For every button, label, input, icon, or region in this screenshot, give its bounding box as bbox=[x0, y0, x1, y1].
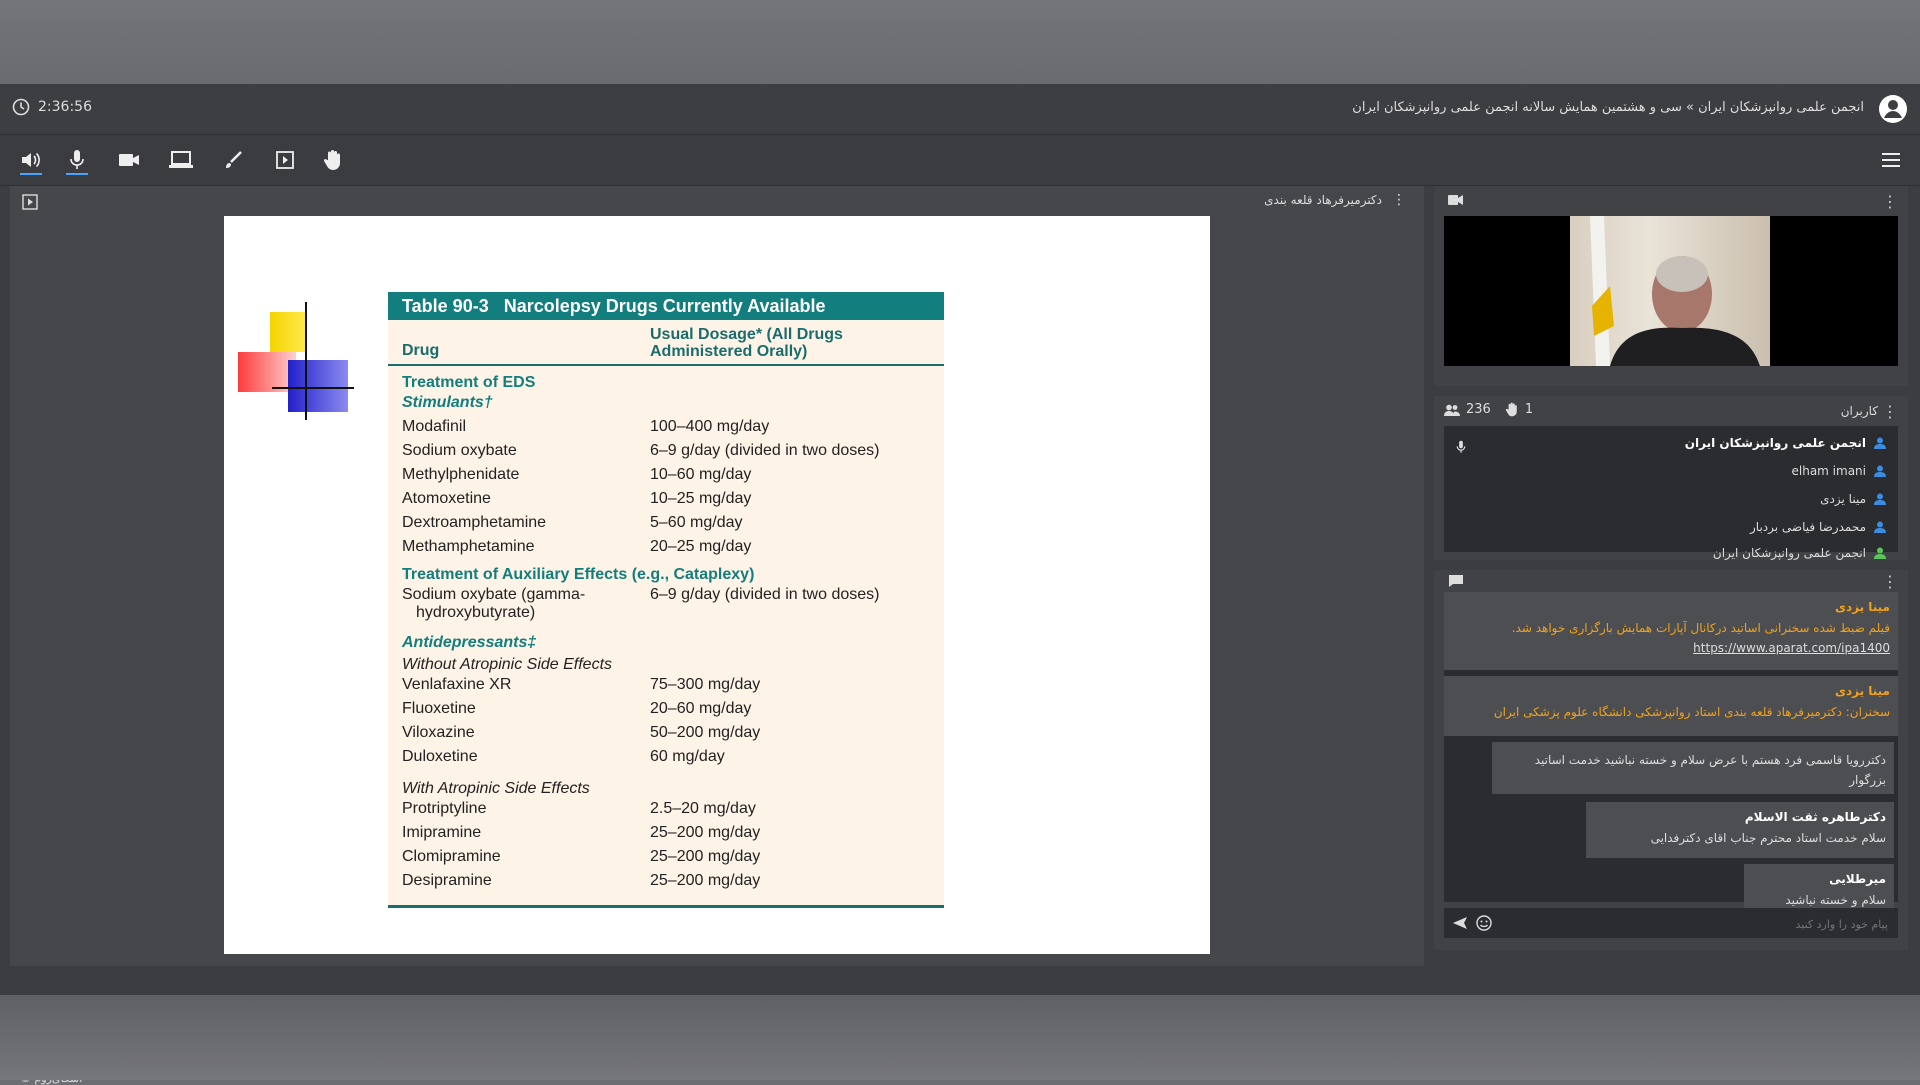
section-heading: Treatment of Auxiliary Effects (e.g., Cataplexy) bbox=[402, 566, 755, 583]
camera-icon bbox=[118, 152, 140, 168]
raise-hand-button[interactable] bbox=[318, 145, 348, 175]
user-name: محمدرضا فیاضی بردبار bbox=[1750, 520, 1866, 534]
presentation-icon bbox=[275, 150, 295, 170]
chat-text: سخنران: دکترمیرفرهاد قلعه بندی استاد روانپزشکی دانشگاه علوم پزشکی ایران bbox=[1493, 705, 1890, 719]
user-name: elham imani bbox=[1791, 464, 1866, 478]
table-row-dose: 75–300 mg/day bbox=[650, 676, 761, 693]
users-panel bbox=[1434, 396, 1908, 560]
chat-text-body: فیلم ضبط شده سخنرانی اساتید درکانال آپارات همایش بارگزاری خواهد شد. bbox=[1511, 621, 1890, 635]
toolbar bbox=[0, 135, 1920, 186]
chat-message bbox=[1444, 676, 1898, 736]
kebab-menu-icon[interactable]: ⋮ bbox=[1882, 572, 1898, 591]
speaker-icon bbox=[20, 150, 42, 170]
emoji-icon[interactable] bbox=[1476, 915, 1492, 931]
chat-link[interactable]: https://www.aparat.com/ipa1400 bbox=[1693, 641, 1890, 655]
section-heading: Treatment of EDS bbox=[402, 374, 536, 391]
hamburger-icon[interactable] bbox=[1880, 149, 1902, 171]
table-row-drug: Methamphetamine bbox=[402, 538, 535, 555]
chat-author: مینا یزدی bbox=[1834, 684, 1890, 698]
session-timer bbox=[12, 98, 92, 116]
clock-icon bbox=[12, 98, 30, 116]
chat-icon bbox=[1448, 574, 1464, 588]
table-row-dose: 25–200 mg/day bbox=[650, 824, 761, 841]
brush-button[interactable] bbox=[218, 145, 248, 175]
table-row-drug: Atomoxetine bbox=[402, 490, 491, 507]
list-item[interactable] bbox=[1750, 520, 1886, 534]
stage-header bbox=[1264, 192, 1406, 208]
presentation-stage bbox=[10, 186, 1424, 966]
raise-hand-icon bbox=[323, 149, 343, 171]
decorative-logo bbox=[236, 302, 356, 422]
table-row-drug: Venlafaxine XR bbox=[402, 676, 512, 693]
bottom-letterbox bbox=[0, 995, 1920, 1080]
subsection-heading: Without Atropinic Side Effects bbox=[402, 656, 613, 673]
header-bar bbox=[0, 84, 1920, 135]
chat-message bbox=[1444, 592, 1898, 670]
chat-messages bbox=[1444, 592, 1898, 907]
chat-message bbox=[1586, 802, 1894, 858]
user-icon bbox=[1874, 437, 1886, 449]
top-letterbox bbox=[0, 0, 1920, 84]
send-icon[interactable] bbox=[1452, 916, 1468, 930]
table-row-dose: 25–200 mg/day bbox=[650, 872, 761, 889]
timer-text: 2:36:56 bbox=[38, 99, 92, 115]
table-row-dose: 5–60 mg/day bbox=[650, 514, 743, 531]
presenter-video-feed bbox=[1570, 216, 1770, 366]
brush-icon bbox=[223, 150, 243, 170]
microphone-icon bbox=[1456, 440, 1466, 454]
slide bbox=[224, 216, 1210, 954]
subsection-heading: Antidepressants‡ bbox=[402, 634, 537, 651]
table-row-drug: Dextroamphetamine bbox=[402, 514, 547, 531]
table-row-drug-cont: hydroxybutyrate) bbox=[416, 604, 536, 621]
list-item[interactable] bbox=[1792, 464, 1887, 478]
user-icon bbox=[1874, 493, 1886, 505]
chat-input[interactable] bbox=[1506, 914, 1890, 934]
table-row-dose: 20–25 mg/day bbox=[650, 538, 752, 555]
chat-author: مینا یزدی bbox=[1834, 600, 1890, 614]
chat-message bbox=[1492, 742, 1894, 794]
col-header-dose: Usual Dosage* (All Drugs Administered Orally) bbox=[650, 326, 843, 360]
microphone-icon bbox=[69, 149, 85, 171]
table-header bbox=[388, 320, 944, 366]
subsection-heading: With Atropinic Side Effects bbox=[402, 780, 590, 797]
chat-text: سلام خدمت استاد محترم جناب اقای دکترفدایی bbox=[1650, 831, 1886, 845]
user-avatar-icon[interactable] bbox=[1878, 94, 1908, 124]
users-stats bbox=[1444, 402, 1533, 417]
table-row-dose: 25–200 mg/day bbox=[650, 848, 761, 865]
room-breadcrumb: انجمن علمی روانپزشکان ایران » سی و هشتمین همایش سالانه انجمن علمی روانپزشکان ایران bbox=[1352, 100, 1864, 115]
microphone-button[interactable] bbox=[62, 145, 92, 175]
narcolepsy-drug-table bbox=[388, 292, 944, 908]
subsection-heading: Stimulants† bbox=[402, 394, 493, 411]
table-bottom-rule bbox=[388, 905, 944, 908]
table-row-drug: Sodium oxybate bbox=[402, 442, 517, 459]
table-row-drug: Sodium oxybate (gamma- bbox=[402, 586, 586, 603]
table-row-drug: Clomipramine bbox=[402, 848, 501, 865]
presenter-silhouette bbox=[1570, 216, 1770, 366]
presenter-video bbox=[1444, 216, 1898, 366]
table-row-dose: 2.5–20 mg/day bbox=[650, 800, 756, 817]
screen-share-icon bbox=[169, 151, 193, 169]
table-row-dose: 60 mg/day bbox=[650, 748, 725, 765]
expand-icon[interactable] bbox=[22, 194, 38, 210]
table-row-drug: Imipramine bbox=[402, 824, 482, 841]
users-icon bbox=[1444, 404, 1460, 416]
chat-text: دکتررویا قاسمی فرد هستم با عرض سلام و خسته نباشید خدمت اساتید بزرگوار bbox=[1534, 753, 1886, 787]
kebab-menu-icon[interactable]: ⋮ bbox=[1392, 192, 1406, 208]
table-title: Table 90-3 Narcolepsy Drugs Currently Available bbox=[388, 292, 944, 320]
chat-message bbox=[1744, 864, 1894, 914]
chat-text: سلام و خسته نباشید bbox=[1785, 893, 1886, 907]
table-row-drug: Duloxetine bbox=[402, 748, 478, 765]
user-icon bbox=[1874, 521, 1886, 533]
table-row-dose: 10–60 mg/day bbox=[650, 466, 752, 483]
table-row-drug: Methylphenidate bbox=[402, 466, 520, 483]
video-panel bbox=[1434, 186, 1908, 386]
chat-panel bbox=[1434, 570, 1908, 950]
presenter-name: دکترمیرفرهاد قلعه بندی bbox=[1264, 193, 1382, 207]
table-row-drug: Modafinil bbox=[402, 418, 467, 435]
list-item[interactable] bbox=[1820, 492, 1886, 506]
table-row-drug: Desipramine bbox=[402, 872, 492, 889]
users-count: 236 bbox=[1466, 402, 1491, 417]
kebab-menu-icon[interactable]: ⋮ bbox=[1882, 402, 1898, 421]
chat-input-bar bbox=[1444, 908, 1898, 938]
table-row-drug: Fluoxetine bbox=[402, 700, 476, 717]
chat-text bbox=[1452, 618, 1890, 658]
chat-author: میرطلایی bbox=[1829, 872, 1886, 886]
table-row-dose: 10–25 mg/day bbox=[650, 490, 752, 507]
camera-icon bbox=[1448, 194, 1464, 206]
hands-count: 1 bbox=[1524, 402, 1534, 417]
camera-button[interactable] bbox=[114, 145, 144, 175]
table-row-drug: Viloxazine bbox=[402, 724, 475, 741]
users-list bbox=[1444, 426, 1898, 560]
speaker-button[interactable] bbox=[16, 145, 46, 175]
table-row-dose: 20–60 mg/day bbox=[650, 700, 752, 717]
presentation-button[interactable] bbox=[270, 145, 300, 175]
user-name: مینا یزدی bbox=[1820, 492, 1866, 506]
skyroom-app bbox=[0, 84, 1920, 995]
table-row-dose: 50–200 mg/day bbox=[650, 724, 761, 741]
kebab-menu-icon[interactable]: ⋮ bbox=[1882, 192, 1898, 211]
user-icon bbox=[1874, 547, 1886, 559]
table-row-drug: Protriptyline bbox=[402, 800, 487, 817]
col-header-drug: Drug bbox=[402, 342, 440, 359]
list-item[interactable] bbox=[1685, 436, 1886, 450]
screen-share-button[interactable] bbox=[166, 145, 196, 175]
user-name: انجمن علمی روانپزشکان ایران bbox=[1712, 546, 1866, 560]
list-item[interactable] bbox=[1713, 546, 1886, 560]
user-name: انجمن علمی روانپزشکان ایران bbox=[1684, 436, 1866, 450]
chat-author: دکترطاهره ثقت الاسلام bbox=[1744, 810, 1886, 824]
raise-hand-icon bbox=[1505, 402, 1519, 417]
users-label: کاربران bbox=[1840, 404, 1878, 418]
table-row-dose: 6–9 g/day (divided in two doses) bbox=[650, 586, 880, 603]
table-row-dose: 6–9 g/day (divided in two doses) bbox=[650, 442, 880, 459]
user-icon bbox=[1874, 465, 1886, 477]
table-row-dose: 100–400 mg/day bbox=[650, 418, 770, 435]
